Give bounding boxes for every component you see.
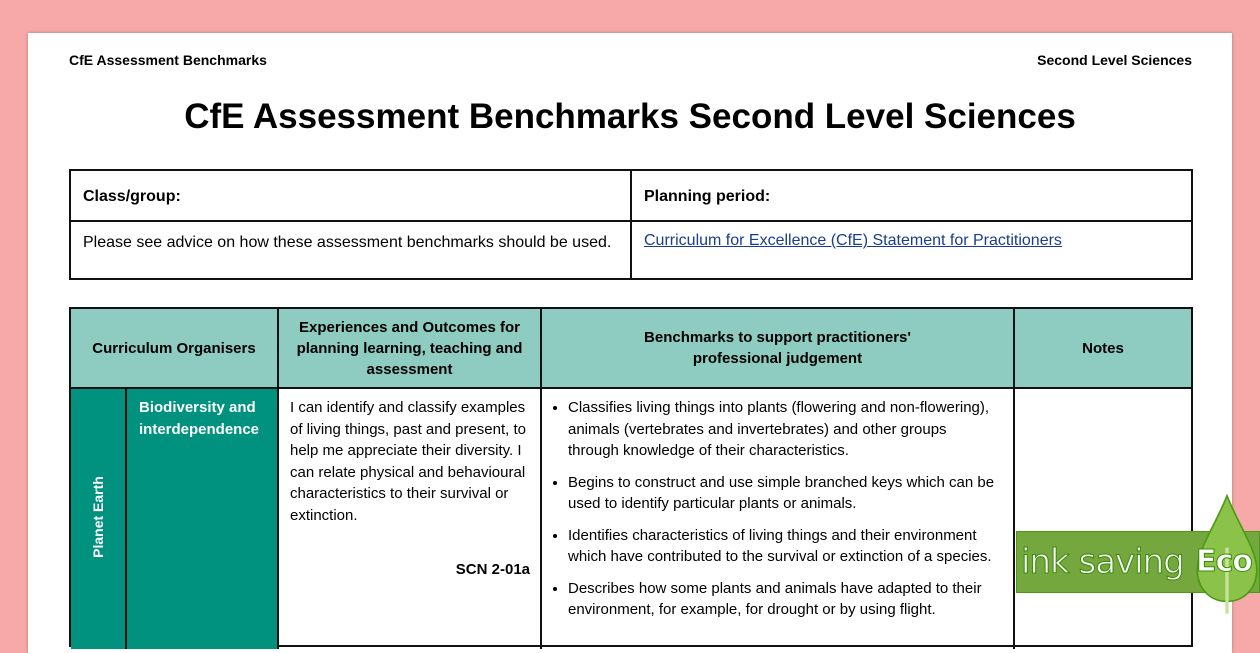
header-left: CfE Assessment Benchmarks <box>69 52 267 68</box>
header-outcomes: Experiences and Outcomes for planning learning, teaching and assessment <box>279 309 540 387</box>
row-divider <box>71 220 1191 222</box>
column-divider <box>1013 309 1015 649</box>
benchmark-item: • Identifies characteristics of living things and their environment which have contributed to the survival or extinction of a species. <box>568 525 996 568</box>
column-divider <box>540 309 542 649</box>
practitioners-statement-link[interactable]: Curriculum for Excellence (CfE) Statement for Practitioners <box>644 232 1062 249</box>
benchmark-item: • Begins to construct and use simple branched keys which can be used to identify particular plants or animals. <box>568 472 996 515</box>
benchmark-item: • Describes how some plants and animals have adapted to their environment, for example, for drought or by using flight. <box>568 578 996 621</box>
header-notes: Notes <box>1015 309 1191 387</box>
info-table <box>69 169 1193 280</box>
benchmark-list <box>546 397 996 631</box>
column-divider <box>277 309 279 649</box>
header-right: Second Level Sciences <box>1037 52 1192 68</box>
outcome-code: SCN 2-01a <box>455 561 530 578</box>
benchmark-item: • Classifies living things into plants (flowering and non-flowering), animals (vertebrates and invertebrates) and other groups through knowledge of their characteristics. <box>568 397 996 462</box>
organiser-cell <box>71 389 125 649</box>
planning-period-label: Planning period: <box>644 188 771 205</box>
outcome-text: I can identify and classify examples of living things, past and present, to help me appreciate their diversity. I can relate physical and behavioural characteristics to their survival or extinction. <box>290 399 526 524</box>
header-organisers: Curriculum Organisers <box>71 309 277 387</box>
organiser-label: Planet Earth <box>90 476 106 558</box>
page-title: CfE Assessment Benchmarks Second Level Sciences <box>184 97 1076 136</box>
benchmarks-table <box>69 307 1193 647</box>
sub-organiser: Biodiversity and interdependence <box>127 389 277 649</box>
eco-label: Eco <box>1196 544 1252 579</box>
class-group-label: Class/group: <box>83 188 181 205</box>
link-cell <box>632 232 1074 250</box>
eco-badge <box>1194 486 1260 631</box>
ink-saving-text: ink saving <box>1021 542 1184 582</box>
header-benchmarks: Benchmarks to support practitioners' professional judgement <box>542 309 1013 387</box>
advice-text: Please see advice on how these assessment benchmarks should be used. <box>83 234 612 251</box>
